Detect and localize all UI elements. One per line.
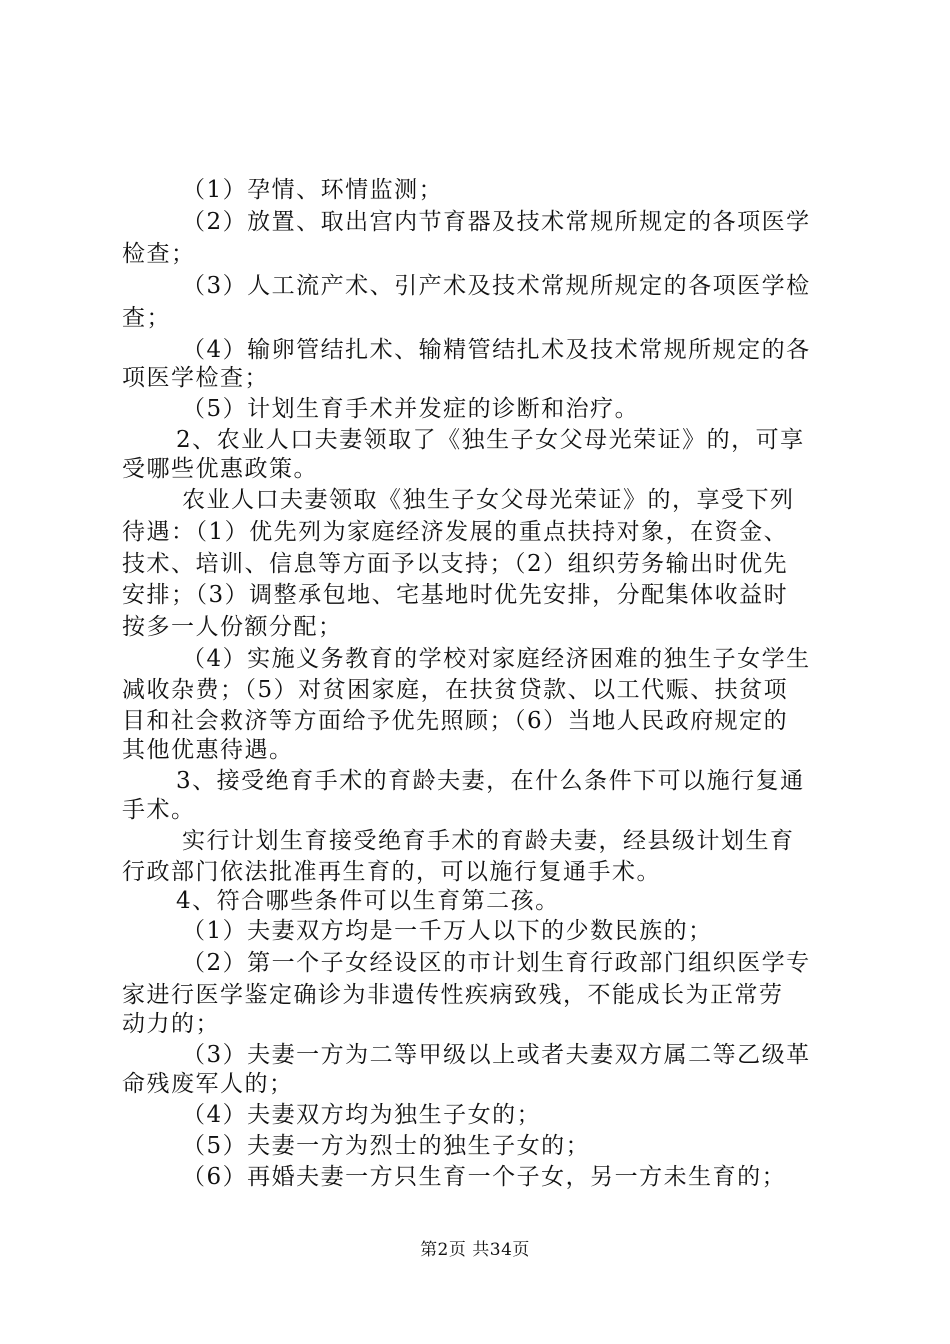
text-line: 家进行医学鉴定确诊为非遗传性疾病致残，不能成长为正常劳 xyxy=(122,982,784,1008)
text-line: 技术、培训、信息等方面予以支持；（2）组织劳务输出时优先 xyxy=(122,551,789,577)
text-line: 受哪些优惠政策。 xyxy=(122,456,318,482)
text-line: 行政部门依法批准再生育的，可以施行复通手术。 xyxy=(122,859,661,885)
text-line: （3）人工流产术、引产术及技术常规所规定的各项医学检 xyxy=(182,273,811,299)
text-line: 手术。 xyxy=(122,797,196,823)
text-line: 目和社会救济等方面给予优先照顾；（6）当地人民政府规定的 xyxy=(122,708,789,734)
text-line: （5）计划生育手术并发症的诊断和治疗。 xyxy=(182,396,640,422)
text-line: 动力的； xyxy=(122,1011,220,1037)
text-line: （5）夫妻一方为烈士的独生子女的； xyxy=(182,1133,591,1159)
text-line: 4、符合哪些条件可以生育第二孩。 xyxy=(176,888,560,914)
text-line: 待遇：（1）优先列为家庭经济发展的重点扶持对象，在资金、 xyxy=(122,519,789,545)
text-line: （4）夫妻双方均为独生子女的； xyxy=(182,1102,542,1128)
text-line: 其他优惠待遇。 xyxy=(122,737,294,763)
text-line: （2）第一个子女经设区的市计划生育行政部门组织医学专 xyxy=(182,950,811,976)
text-line: 2、农业人口夫妻领取了《独生子女父母光荣证》的，可享 xyxy=(176,427,805,453)
text-line: （2）放置、取出宫内节育器及技术常规所规定的各项医学 xyxy=(182,209,811,235)
text-line: 减收杂费；（5）对贫困家庭，在扶贫贷款、以工代赈、扶贫项 xyxy=(122,677,789,703)
text-line: （1）夫妻双方均是一千万人以下的少数民族的； xyxy=(182,918,713,944)
text-line: 按多一人份额分配； xyxy=(122,614,343,640)
text-line: 农业人口夫妻领取《独生子女父母光荣证》的，享受下列 xyxy=(182,487,795,513)
text-line: （3）夫妻一方为二等甲级以上或者夫妻双方属二等乙级革 xyxy=(182,1042,811,1068)
text-line: 查； xyxy=(122,305,171,331)
text-line: （4）实施义务教育的学校对家庭经济困难的独生子女学生 xyxy=(182,646,811,672)
page-footer: 第2页 共34页 xyxy=(420,1240,530,1260)
text-line: 安排；（3）调整承包地、宅基地时优先安排，分配集体收益时 xyxy=(122,582,789,608)
text-line: 项医学检查； xyxy=(122,365,269,391)
text-line: 3、接受绝育手术的育龄夫妻，在什么条件下可以施行复通 xyxy=(176,768,805,794)
text-line: （6）再婚夫妻一方只生育一个子女，另一方未生育的； xyxy=(182,1164,787,1190)
text-line: （1）孕情、环情监测； xyxy=(182,177,444,203)
text-line: 命残废军人的； xyxy=(122,1071,294,1097)
text-line: 检查； xyxy=(122,241,196,267)
text-line: （4）输卵管结扎术、输精管结扎术及技术常规所规定的各 xyxy=(182,337,811,363)
text-line: 实行计划生育接受绝育手术的育龄夫妻，经县级计划生育 xyxy=(182,828,795,854)
